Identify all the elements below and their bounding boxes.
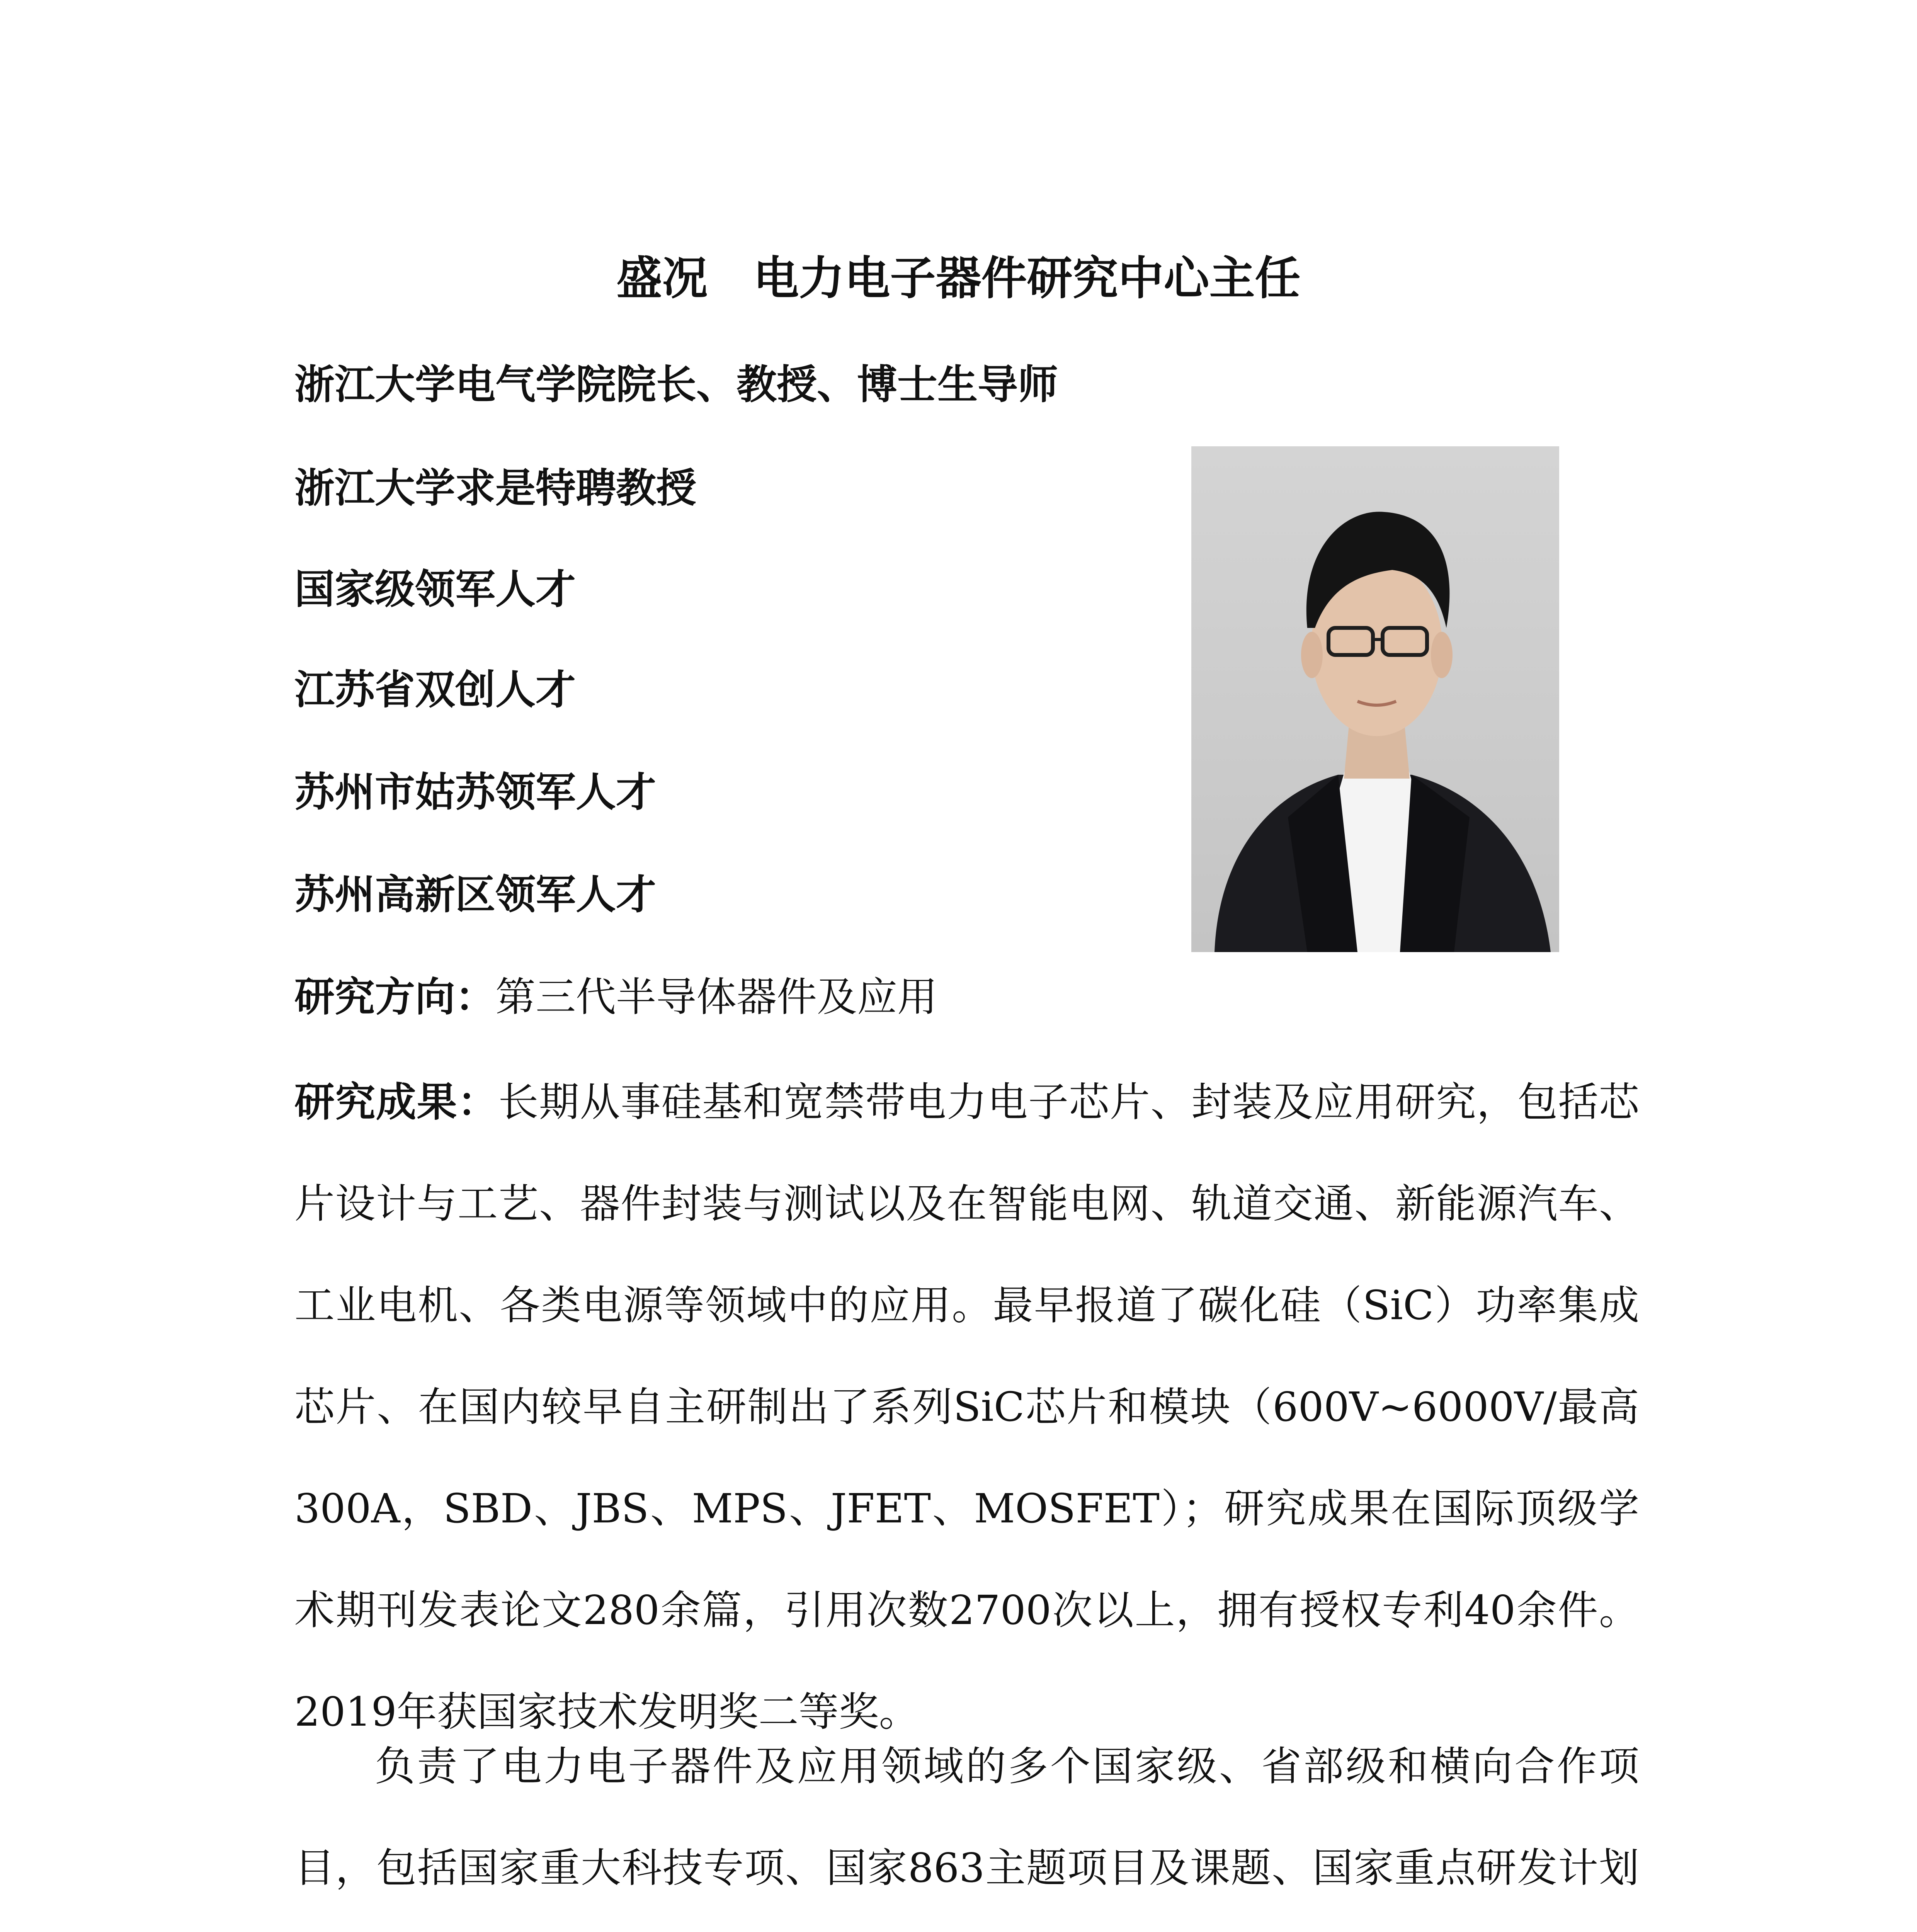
portrait-illustration bbox=[1191, 446, 1559, 952]
research-results-text: 长期从事硅基和宽禁带电力电子芯片、封装及应用研究，包括芯片设计与工艺、器件封装与测试以及在智能电网、轨道交通、新能源汽车、工业电机、各类电源等领域中的应用。最早报道了碳化硅（SiC）功率集成芯片、在国内较早自主研制出了系列SiC芯片和模块（600V~6000V/最高300A，SBD、JBS、MPS、JFET、MOSFET）；研究成果在国际顶级学术期刊发表论文280余篇，引用次数2700次以上，拥有授权专利40余件。2019年获国家技术发明奖二等奖。 bbox=[294, 1078, 1639, 1735]
research-direction bbox=[294, 970, 937, 1024]
research-direction-label: 研究方向： bbox=[294, 973, 496, 1020]
portrait-photo bbox=[1191, 446, 1559, 952]
credential-national-talent: 国家级领军人才 bbox=[294, 565, 576, 613]
research-direction-text: 第三代半导体器件及应用 bbox=[495, 973, 938, 1020]
page-title: 盛况 电力电子器件研究中心主任 bbox=[616, 251, 1301, 305]
credential-qiushi-professor: 浙江大学求是特聘教授 bbox=[294, 464, 697, 512]
credential-dean: 浙江大学电气学院院长、教授、博士生导师 bbox=[294, 361, 1058, 408]
research-results-label: 研究成果： bbox=[294, 1078, 498, 1126]
credential-suzhou-talent: 苏州市姑苏领军人才 bbox=[294, 768, 657, 816]
research-results bbox=[294, 1051, 1639, 1763]
projects-paragraph: 负责了电力电子器件及应用领域的多个国家级、省部级和横向合作项目，包括国家重大科技专项、国家863主题项目及课题、国家重点研发计划 bbox=[294, 1743, 1639, 1891]
credential-jiangsu-talent: 江苏省双创人才 bbox=[294, 666, 576, 713]
credential-suzhou-hitech-talent: 苏州高新区领军人才 bbox=[294, 871, 657, 918]
